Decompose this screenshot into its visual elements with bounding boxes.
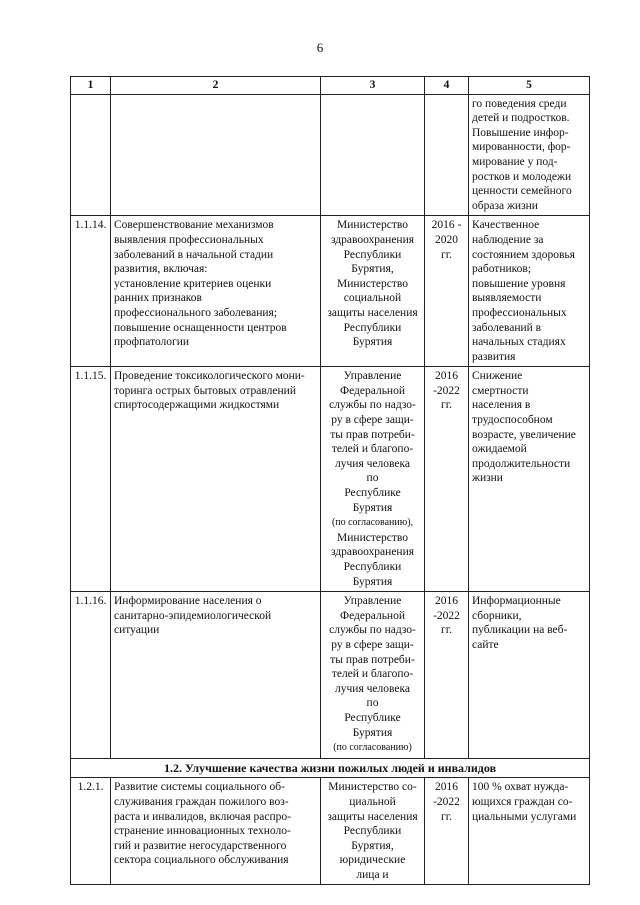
row-executor: Министерство со- циальной защиты населения Республики Бурятия, юридические лица и — [321, 778, 425, 885]
row-activity: Совершенствование механизмов выявления профессиональных заболеваний в начальной стадии развития, включая: установление критериев оценки ранних признаков профессионального заболевания; повышение оснащенности центров профпатологии — [111, 216, 321, 367]
table-row — [71, 367, 590, 592]
header-col-5: 5 — [469, 77, 590, 95]
executor-main: Управление Федеральной службы по надзо- ру в сфере защи- ты прав потреби- телей и благопо- лучия человека по Республике Бурятия — [329, 370, 416, 514]
row-result: Снижение смертности населения в трудоспособном возрасте, увеличение ожидаемой продолжительности жизни — [469, 367, 590, 592]
row-activity — [111, 94, 321, 216]
table-row — [71, 94, 590, 216]
row-period: 2016 -2022 гг. — [425, 592, 469, 759]
measures-table — [70, 76, 590, 885]
section-heading-row — [71, 758, 590, 778]
row-executor — [321, 94, 425, 216]
row-number: 1.1.15. — [71, 367, 111, 592]
row-result: Информационные сборники, публикации на веб- сайте — [469, 592, 590, 759]
row-executor — [321, 367, 425, 592]
row-executor: Министерство здравоохранения Республики Бурятия, Министерство социальной защиты населения Республики Бурятия — [321, 216, 425, 367]
section-title: 1.2. Улучшение качества жизни пожилых людей и инвалидов — [71, 758, 590, 778]
page-number: 6 — [316, 40, 324, 55]
row-number — [71, 94, 111, 216]
row-period: 2016 - 2020 гг. — [425, 216, 469, 367]
table-row — [71, 778, 590, 885]
header-col-1: 1 — [71, 77, 111, 95]
executor-note: (по согласованию), — [331, 517, 414, 529]
row-activity: Проведение токсикологического мони- торинга острых бытовых отравлений спиртосодержащими жидкостями — [111, 367, 321, 592]
row-period: 2016 -2022 гг. — [425, 778, 469, 885]
executor-main: Управление Федеральной службы по надзо- ру в сфере защи- ты прав потреби- телей и благопо- лучия человека по Республике Бурятия — [329, 595, 416, 739]
table-row — [71, 216, 590, 367]
header-col-3: 3 — [321, 77, 425, 95]
row-activity: Информирование населения о санитарно-эпидемиологической ситуации — [111, 592, 321, 759]
row-result: го поведения среди детей и подростков. Повышение инфор- мированности, фор- мирование у под- ростков и молодежи ценности семейного образа жизни — [469, 94, 590, 216]
row-number: 1.1.16. — [71, 592, 111, 759]
row-number: 1.1.14. — [71, 216, 111, 367]
executor-note: (по согласованию) — [333, 742, 412, 754]
row-period — [425, 94, 469, 216]
header-row — [71, 77, 590, 95]
row-executor — [321, 592, 425, 759]
row-activity: Развитие системы социального об- служивания граждан пожилого воз- раста и инвалидов, включая распро- странение инновационных техноло- гий и развитие негосударственного сектора социального обслуживания — [111, 778, 321, 885]
header-col-4: 4 — [425, 77, 469, 95]
table-row — [71, 592, 590, 759]
row-result: Качественное наблюдение за состоянием здоровья работников; повышение уровня выявляемости профессиональных заболеваний в начальных стадиях развития — [469, 216, 590, 367]
header-col-2: 2 — [111, 77, 321, 95]
row-result: 100 % охват нужда- ющихся граждан со- циальными услугами — [469, 778, 590, 885]
row-period: 2016 -2022 гг. — [425, 367, 469, 592]
executor-tail: Министерство здравоохранения Республики Бурятия — [330, 531, 415, 588]
row-number: 1.2.1. — [71, 778, 111, 885]
